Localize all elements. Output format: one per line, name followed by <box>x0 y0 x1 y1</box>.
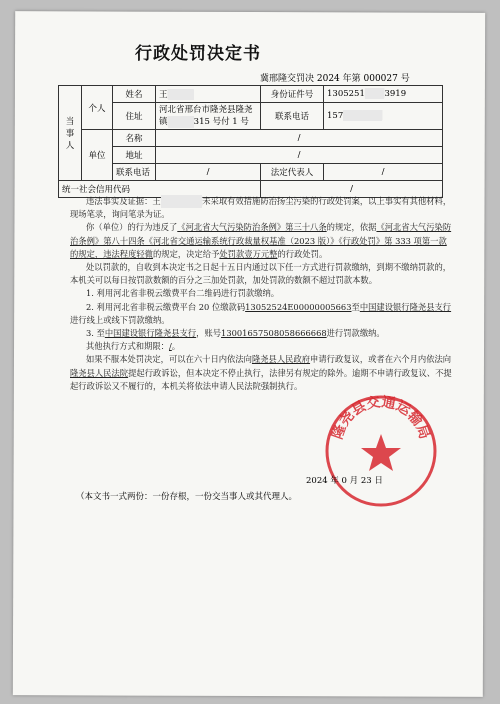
unit-phone-label: 联系电话 <box>113 164 156 181</box>
party-label: 当事人 <box>59 86 82 181</box>
address-value: 河北省邢台市隆尧县隆尧 镇████315 号付 1 号 <box>156 103 261 130</box>
id-value: 1305251███3919 <box>324 86 443 103</box>
unit-name-value: / <box>156 130 443 147</box>
party-info-table <box>58 85 443 198</box>
credit-code-value: / <box>261 181 443 198</box>
svg-text:隆尧县交通运输局: 隆尧县交通运输局 <box>329 394 433 442</box>
name-label: 姓名 <box>113 86 156 103</box>
unit-address-label: 地址 <box>113 147 156 164</box>
phone-value: 157██████ <box>324 103 443 130</box>
unit-address-value: / <box>156 147 443 164</box>
credit-code-label: 统一社会信用代码 <box>59 181 261 198</box>
paragraph-payment-terms: 处以罚款的，自收到本决定书之日起十五日内通过以下任一方式进行罚款缴纳，到期不缴纳罚款的，本机关可以每日按罚款数额的百分之三加处罚款，加处罚款的数额不超过罚款本数。 <box>70 262 452 286</box>
paragraph-payment-1: 1. 利用河北省非税云缴费平台二维码进行罚款缴纳。 <box>86 288 280 299</box>
unit-phone-value: / <box>156 164 261 181</box>
official-seal <box>322 392 440 510</box>
paragraph-payment-3: 3. 至中国建设银行隆尧县支行，账号13001657508058666668进行罚款缴纳。 <box>86 328 385 339</box>
paragraph-other-methods: 其他执行方式和期限：/。 <box>86 341 181 352</box>
id-label: 身份证件号 <box>261 86 324 103</box>
paragraph-payment-2: 2. 利用河北省非税云缴费平台 20 位缴款码13052524E00000005663至中国建设银行隆尧县支行进行线上或线下罚款缴纳。 <box>70 301 452 325</box>
legal-rep-value: / <box>324 164 443 181</box>
issue-date: 2024 年 0 月 23 日 <box>306 476 383 486</box>
name-value: 王████ <box>156 86 261 103</box>
person-label: 个人 <box>82 86 113 130</box>
paragraph-appeal: 如果不服本处罚决定，可以在六十日内依法向隆尧县人民政府申请行政复议，或者在六个月内依法向隆尧县人民法院提起行政诉讼，但本决定不停止执行，法律另有规定的除外。逾期不申请行政复议、不提起行政诉讼又不履行的，本机关将依法申请人民法院强制执行。 <box>70 354 452 391</box>
unit-label: 单位 <box>82 130 113 181</box>
document-title: 行政处罚决定书 <box>135 44 261 64</box>
address-label: 住址 <box>113 103 156 130</box>
footnote: （本文书一式两份：一份存根，一份交当事人或其代理人。 <box>76 492 298 502</box>
legal-rep-label: 法定代表人 <box>261 164 324 181</box>
paragraph-violation: 你（单位）的行为违反了《河北省大气污染防治条例》第三十八条的规定，依据《河北省大气污染防治条例》第八十四条《河北省交通运输系统行政裁量权基准（2023 版）》《行政处罚》第 333 项第一款的规定，违法程度轻微的规定，决定给予处罚款壹万元整的行政处罚。 <box>70 222 452 259</box>
unit-name-label: 名称 <box>113 130 156 147</box>
document-number: 冀邢隆交罚决 2024 年第 000027 号 <box>260 74 410 84</box>
decision-body <box>70 195 455 393</box>
paragraph-facts: 违法事实及证据：王 ████未采取有效措施防治扬尘污染的行政处罚案，以上事实有其他材料，现场笔录，询问笔录为证。 <box>70 196 452 220</box>
phone-label: 联系电话 <box>261 103 324 130</box>
